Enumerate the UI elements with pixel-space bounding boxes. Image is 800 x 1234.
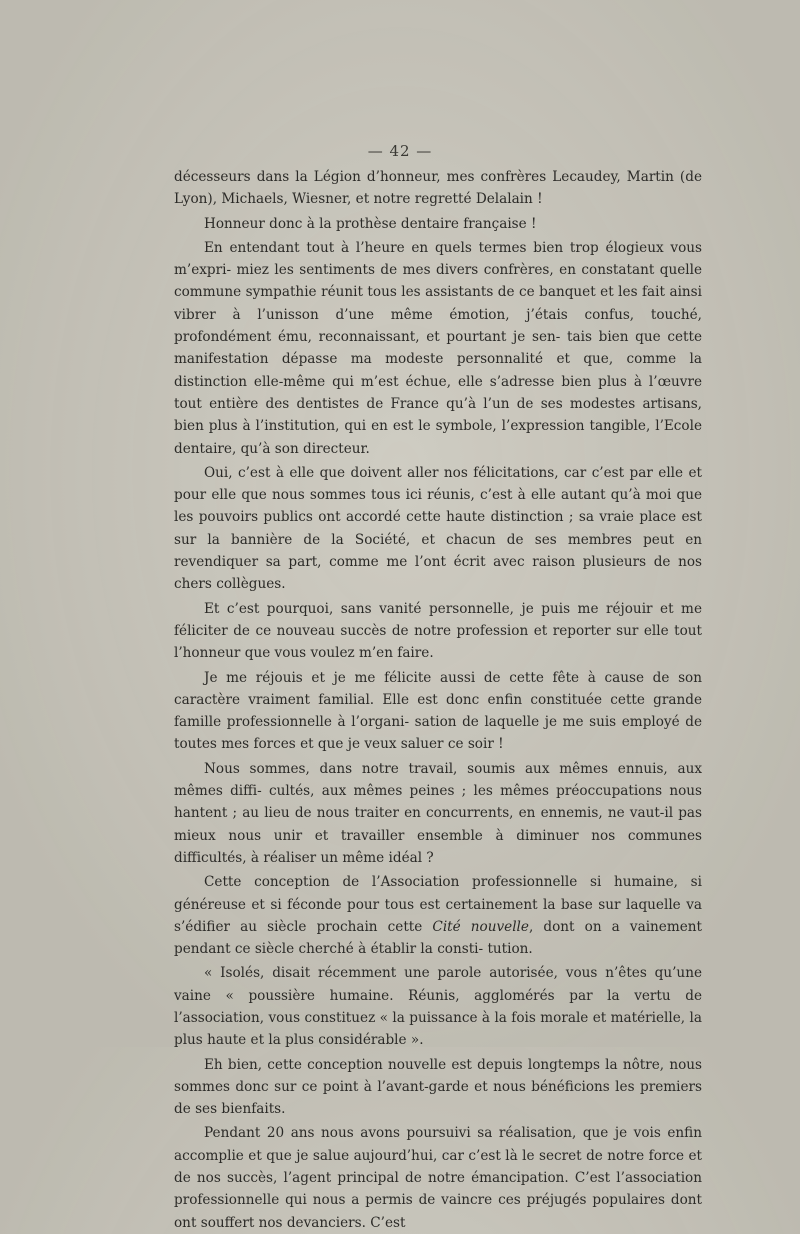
paragraph (174, 871, 702, 960)
paragraph: Je me réjouis et je me félicite aussi de cette fête à cause de son caractère vraiment familial. Elle est donc enfin constituée cette grande famille professionnelle à l’organi- sation de laquelle je me suis employé de toutes mes forces et que je veux saluer ce soir ! (174, 669, 702, 753)
paragraph: Nous sommes, dans notre travail, soumis aux mêmes ennuis, aux mêmes diffi- cultés, aux mêmes peines ; les mêmes préoccupations nous hantent ; au lieu de nous traiter en concurrents, en ennemis, ne vaut-il pas mieux nous unir et travailler ensemble à diminuer nos communes difficultés, à réaliser un même idéal ? (174, 760, 702, 866)
paragraph: décesseurs dans la Légion d’honneur, mes confrères Lecaudey, Martin (de Lyon), Michaels, Wiesner, et notre regretté Delalain ! (174, 169, 702, 208)
paragraph: Oui, c’est à elle que doivent aller nos félicitations, car c’est par elle et pour elle que nous sommes tous ici réunis, c’est à elle autant qu’à moi que les pouvoirs publics ont accordé cette haute distinction ; sa vraie place est sur la bannière de la Société, et chacun de ses membres peut en revendiquer sa part, comme me l’ont écrit avec raison plusieurs de nos chers collègues. (174, 464, 702, 593)
page-number: — 42 — (367, 142, 433, 160)
paragraph: Eh bien, cette conception nouvelle est depuis longtemps la nôtre, nous sommes donc sur ce point à l’avant-garde et nous bénéficions les premiers de ses bienfaits. (174, 1056, 702, 1118)
paragraph: En entendant tout à l’heure en quels termes bien trop élogieux vous m’expri- miez les sentiments de mes divers confrères, en constatant quelle commune sympathie réunit tous les assistants de ce banquet et les fait ainsi vibrer à l’unisson d’une même émotion, j’étais confus, touché, profondément ému, reconnaissant, et pourtant je sen- tais bien que cette manifestation dépasse ma modeste personnalité et que, comme la distinction elle-même qui m’est échue, elle s’adresse bien plus à l’œuvre tout entière des dentistes de France qu’à l’un de ses modestes artisans, bien plus à l’institution, qui en est le symbole, l’expression tangible, l’Ecole dentaire, qu’à son directeur. (174, 239, 702, 457)
paragraph-text: , dont on a vainement pendant ce siècle cherché à établir la consti- tution. (174, 918, 702, 958)
paragraph: Pendant 20 ans nous avons poursuivi sa réalisation, que je vois enfin accomplie et que je salue aujourd’hui, car c’est là le secret de notre force et de nos succès, l’agent principal de notre émancipation. C’est l’association professionnelle qui nous a permis de vaincre ces préjugés populaires dont ont souffert nos devanciers. C’est (174, 1125, 702, 1231)
body-text (174, 166, 702, 1234)
paragraph: « Isolés, disait récemment une parole autorisée, vous n’êtes qu’une vaine « poussière humaine. Réunis, agglomérés par la vertu de l’association, vous constituez « la puissance à la fois morale et matérielle, la plus haute et la plus considérable ». (174, 965, 702, 1049)
paragraph: Et c’est pourquoi, sans vanité personnelle, je puis me réjouir et me féliciter de ce nouveau succès de notre profession et reporter sur elle tout l’honneur que vous voulez m’en faire. (174, 600, 702, 662)
paragraph-text: Cette conception de l’Association professionnelle si humaine, si généreuse et si féconde pour tous est certainement la base sur laquelle va s’édifier au siècle prochain cette (174, 874, 702, 935)
paragraph: Honneur donc à la prothèse dentaire française ! (204, 215, 537, 232)
italic-title: Cité nouvelle (432, 918, 529, 935)
